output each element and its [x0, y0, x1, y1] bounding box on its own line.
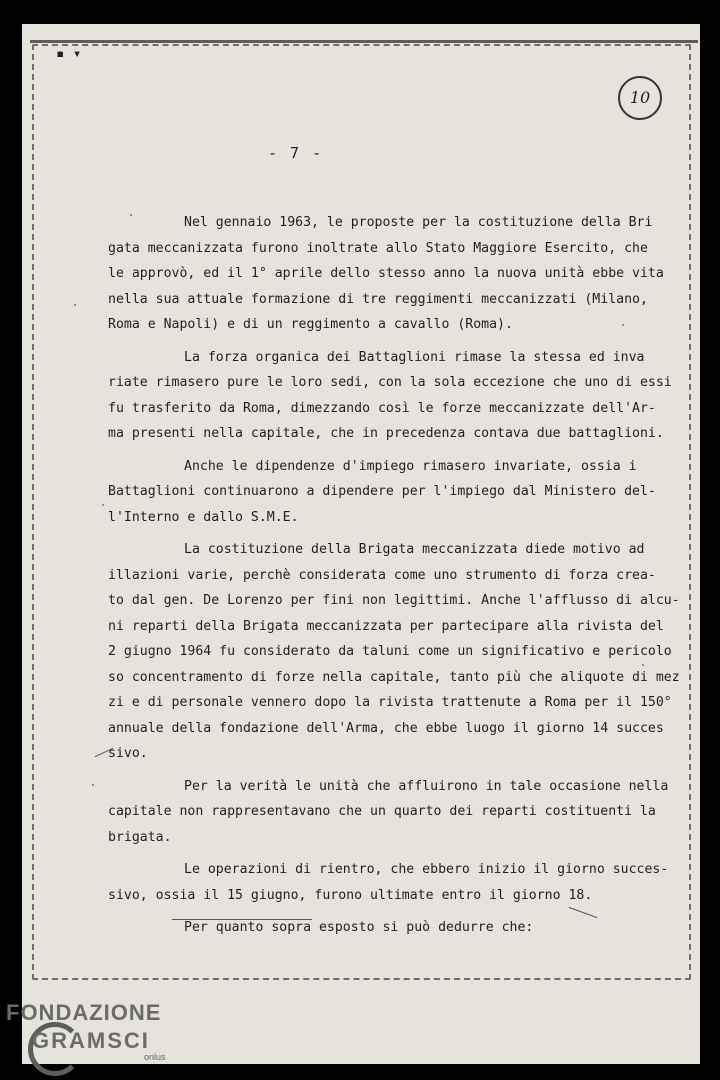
text-line: La forza organica dei Battaglioni rimase la stessa ed inva: [184, 349, 645, 365]
text-line: ma presenti nella capitale, che in precedenza contava due battaglioni.: [108, 426, 664, 441]
scratch: [172, 919, 312, 920]
text-line: Battaglioni continuarono a dipendere per l'impiego dal Ministero del-: [108, 484, 656, 499]
speck: [102, 504, 104, 506]
document-body: [108, 210, 680, 948]
paragraph-gap: [108, 447, 608, 454]
text-line: riate rimasero pure le loro sedi, con la sola eccezione che uno di essi: [108, 375, 672, 390]
text-line: brigata.: [108, 829, 172, 845]
text-line: fu trasferito da Roma, dimezzando così le forze meccanizzate dell'Ar-: [108, 400, 656, 416]
paragraph-gap: [108, 908, 608, 915]
watermark: [6, 1000, 161, 1054]
text-line: Roma e Napoli) e di un reggimento a cavallo (Roma).: [108, 317, 513, 332]
watermark-suffix: onlus: [144, 1052, 166, 1062]
text-line: annuale della fondazione dell'Arma, che ebbe luogo il giorno 14 succes: [108, 720, 664, 736]
speck: [92, 784, 94, 786]
text-line: sivo, ossia il 15 giugno, furono ultimate entro il giorno 18.: [108, 887, 593, 903]
text-line: illazioni varie, perchè considerata come uno strumento di forza crea-: [108, 567, 656, 583]
text-line: nella sua attuale formazione di tre reggimenti meccanizzati (Milano,: [108, 291, 648, 307]
text-line: le approvò, ed il 1° aprile dello stesso anno la nuova unità ebbe vita: [108, 266, 664, 281]
text-line: capitale non rappresentavano che un quarto dei reparti costituenti la: [108, 804, 656, 819]
paragraph-gap: [108, 338, 608, 345]
text-line: so concentramento di forze nella capitale, tanto più che aliquote di mez: [108, 669, 680, 685]
top-rule: [30, 40, 698, 43]
page-stamp: 10: [618, 76, 662, 120]
text-line: sivo.: [108, 746, 148, 761]
text-line: Per quanto sopra esposto si può dedurre che:: [184, 920, 534, 935]
paragraph-gap: [108, 850, 608, 857]
corner-mark: ▪ ▾: [56, 46, 82, 62]
page-number: - 7 -: [268, 144, 324, 162]
text-line: gata meccanizzata furono inoltrate allo Stato Maggiore Esercito, che: [108, 240, 648, 256]
speck: [622, 324, 624, 326]
watermark-line2: GRAMSCI: [32, 1028, 150, 1053]
text-line: l'Interno e dallo S.M.E.: [108, 509, 299, 525]
text-line: 2 giugno 1964 fu considerato da taluni come un significativo e pericolo: [108, 644, 672, 659]
text-line: La costituzione della Brigata meccanizzata diede motivo ad: [184, 542, 645, 557]
paragraph-gap: [108, 941, 608, 948]
text-line: Anche le dipendenze d'impiego rimasero invariate, ossia i: [184, 458, 637, 474]
text-line: Per la verità le unità che affluirono in tale occasione nella: [184, 778, 669, 794]
watermark-line1: FONDAZIONE: [6, 1000, 162, 1025]
paragraph-gap: [108, 767, 608, 774]
text-line: Nel gennaio 1963, le proposte per la costituzione della Bri: [184, 215, 653, 230]
paragraph-gap: [108, 530, 608, 537]
speck: [130, 214, 132, 216]
text-line: to dal gen. De Lorenzo per fini non legittimi. Anche l'afflusso di alcu-: [108, 593, 680, 608]
text-line: Le operazioni di rientro, che ebbero inizio il giorno succes-: [184, 862, 669, 877]
speck: [642, 664, 644, 666]
text-line: zi e di personale vennero dopo la rivista trattenute a Roma per il 150°: [108, 695, 672, 710]
document-page: [22, 24, 700, 1064]
speck: [74, 304, 76, 306]
text-line: ni reparti della Brigata meccanizzata per partecipare alla rivista del: [108, 618, 664, 634]
